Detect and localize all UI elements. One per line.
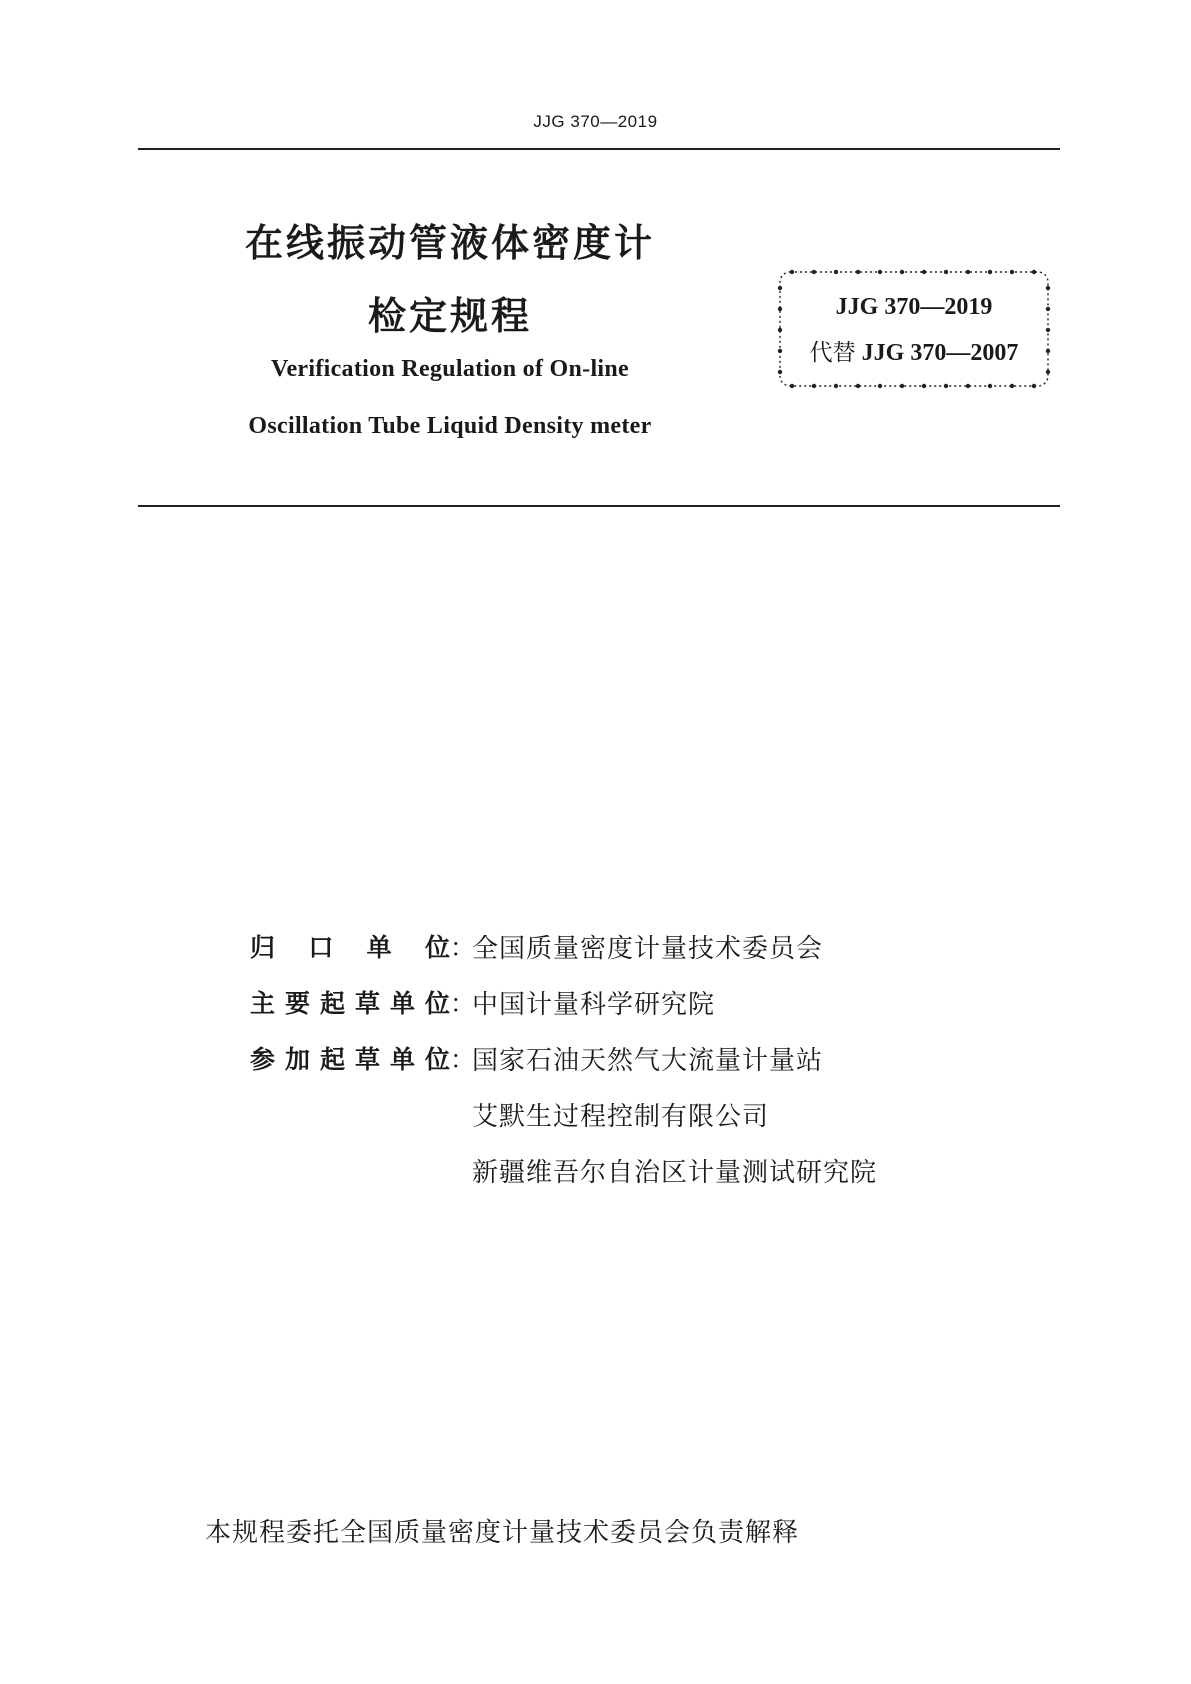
title-english-line-1: Verification Regulation of On-line — [271, 356, 629, 382]
drafting-units — [250, 918, 877, 1198]
label-colon: ： — [450, 1045, 476, 1074]
drafter-row-main — [250, 974, 877, 1030]
border-dot — [922, 384, 926, 388]
border-dot — [834, 270, 838, 274]
border-dot — [988, 270, 992, 274]
label-char: 归 — [250, 933, 276, 962]
drafter-label — [250, 984, 450, 1020]
border-dot — [878, 384, 882, 388]
border-dot — [834, 384, 838, 388]
bottom-rule — [138, 505, 1060, 507]
border-dot — [922, 270, 926, 274]
drafter-label — [250, 1040, 450, 1076]
label-char: 位 — [424, 989, 450, 1018]
drafter-continuation-row — [250, 1142, 877, 1198]
border-dot — [1010, 270, 1014, 274]
title-chinese-line-1: 在线振动管液体密度计 — [244, 221, 655, 265]
border-dot — [856, 384, 860, 388]
label-char: 起 — [319, 1045, 345, 1074]
label-colon: ： — [450, 989, 476, 1018]
border-dot — [944, 270, 948, 274]
label-char: 位 — [424, 1045, 450, 1074]
label-char: 草 — [354, 989, 380, 1018]
interpretation-note: 本规程委托全国质量密度计量技术委员会负责解释 — [205, 1518, 800, 1548]
label-char: 单 — [389, 1045, 415, 1074]
top-rule — [138, 148, 1060, 150]
border-dot — [778, 328, 782, 332]
drafter-value: 全国质量密度计量技术委员会 — [472, 933, 824, 964]
standard-code: JJG 370—2019 — [835, 294, 993, 320]
label-char: 单 — [389, 989, 415, 1018]
page-header-code: JJG 370—2019 — [533, 112, 658, 131]
drafter-value: 新疆维吾尔自治区计量测试研究院 — [472, 1157, 878, 1188]
border-dot — [878, 270, 882, 274]
label-char: 主 — [250, 989, 276, 1018]
replaced-code: JJG 370—2007 — [861, 340, 1019, 366]
border-dot — [1046, 328, 1050, 332]
drafter-label — [250, 928, 450, 964]
border-dot — [778, 370, 782, 374]
border-dot — [944, 384, 948, 388]
border-dot — [1010, 384, 1014, 388]
label-char: 草 — [354, 1045, 380, 1074]
label-char: 起 — [319, 989, 345, 1018]
drafter-value: 国家石油天然气大流量计量站 — [472, 1045, 824, 1076]
drafter-row-responsible — [250, 918, 877, 974]
border-dot — [856, 270, 860, 274]
border-dot — [790, 384, 794, 388]
border-dot — [812, 384, 816, 388]
replaces-standard — [776, 334, 1052, 367]
border-dot — [966, 384, 970, 388]
label-char: 口 — [308, 933, 334, 962]
border-dot — [900, 384, 904, 388]
border-dot — [812, 270, 816, 274]
decorative-border-icon — [776, 268, 1052, 390]
border-dot — [900, 270, 904, 274]
border-dot — [790, 270, 794, 274]
border-dot — [966, 270, 970, 274]
title-chinese-line-2: 检定规程 — [367, 294, 532, 338]
border-dot — [1032, 384, 1036, 388]
drafter-continuation-row — [250, 1086, 877, 1142]
standard-code-box — [776, 268, 1052, 390]
drafter-value: 艾默生过程控制有限公司 — [472, 1101, 770, 1132]
label-char: 参 — [250, 1045, 276, 1074]
label-colon: ： — [450, 933, 476, 962]
border-dot — [778, 286, 782, 290]
border-dot — [1032, 270, 1036, 274]
label-char: 单 — [366, 933, 392, 962]
drafter-row-participating — [250, 1030, 877, 1086]
drafter-value: 中国计量科学研究院 — [472, 989, 716, 1020]
label-char: 加 — [284, 1045, 310, 1074]
label-char: 要 — [284, 989, 310, 1018]
border-dot — [988, 384, 992, 388]
title-english-line-2: Oscillation Tube Liquid Density meter — [248, 413, 652, 439]
border-dot — [1046, 370, 1050, 374]
replaces-prefix: 代替 — [809, 340, 856, 366]
label-char: 位 — [424, 933, 450, 962]
border-dot — [1046, 286, 1050, 290]
